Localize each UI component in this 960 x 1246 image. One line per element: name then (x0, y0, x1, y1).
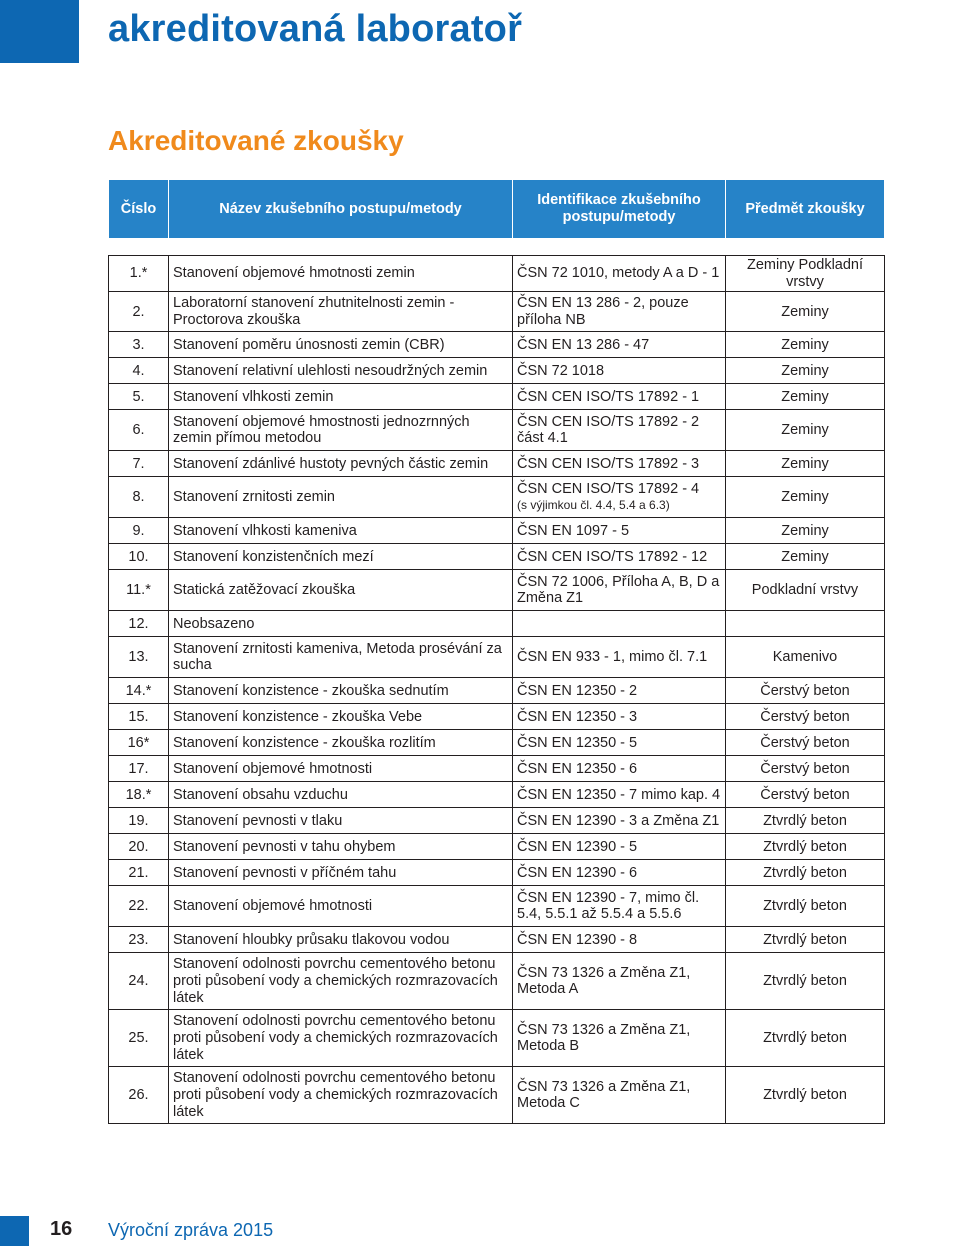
row-subject (726, 477, 885, 518)
row-subject-text: Ztvrdlý beton (763, 864, 847, 881)
header-accent-block (0, 0, 79, 63)
row-identification (513, 477, 726, 518)
row-number (109, 256, 169, 292)
accreditation-table (108, 179, 885, 1124)
row-method-name-text: Stanovení relativní ulehlosti nesoudržných zemin (173, 362, 488, 379)
row-subject-text: Ztvrdlý beton (763, 973, 847, 989)
row-identification (513, 834, 726, 860)
row-method-name-text: Stanovení odolnosti povrchu cementového betonu proti působení vody a chemických rozmrazovacích látek (173, 1013, 498, 1063)
row-identification (513, 384, 726, 410)
row-number-text: 7. (132, 455, 145, 472)
row-method-name-text: Stanovení odolnosti povrchu cementového betonu proti působení vody a chemických rozmrazovacích látek (173, 956, 498, 1006)
row-subject (726, 860, 885, 886)
row-number-text: 22. (128, 898, 149, 914)
row-number (109, 544, 169, 570)
row-number (109, 860, 169, 886)
row-subject (726, 808, 885, 834)
row-identification-text: ČSN EN 13 286 - 47 (517, 336, 650, 353)
row-subject (726, 611, 885, 637)
row-identification-text: ČSN EN 12390 - 6 (517, 864, 638, 881)
row-subject-text: Zeminy (781, 489, 829, 505)
table-row (109, 782, 885, 808)
table-row (109, 756, 885, 782)
row-method-name-text: Stanovení objemové hmotnosti (173, 898, 373, 914)
row-identification-text: ČSN CEN ISO/TS 17892 - 12 (517, 548, 708, 565)
row-subject-text: Ztvrdlý beton (763, 812, 847, 829)
row-subject (726, 451, 885, 477)
row-number-text: 9. (132, 522, 145, 539)
row-subject-text: Ztvrdlý beton (763, 1030, 847, 1046)
table-row (109, 886, 885, 927)
row-method-name-text: Stanovení objemové hmostnosti jednozrnných zemin přímou metodou (173, 413, 470, 447)
row-method-name (169, 730, 513, 756)
section-title: Akreditované zkoušky (108, 125, 404, 156)
row-number-text: 3. (132, 336, 145, 353)
row-subject (726, 756, 885, 782)
row-subject (726, 704, 885, 730)
row-subject-text: Čerstvý beton (760, 760, 850, 777)
row-identification-text: ČSN 73 1326 a Změna Z1, Metoda B (517, 1021, 691, 1055)
row-subject (726, 1067, 885, 1124)
row-method-name (169, 782, 513, 808)
table-row (109, 358, 885, 384)
row-subject-text: Kamenivo (772, 649, 838, 665)
row-number-text: 13. (128, 649, 149, 665)
row-method-name (169, 358, 513, 384)
row-method-name-text: Stanovení objemové hmotnosti zemin (173, 265, 415, 282)
table-row (109, 451, 885, 477)
row-subject-text: Ztvrdlý beton (763, 1087, 847, 1103)
row-subject-text: Zeminy (781, 388, 829, 405)
table-row (109, 953, 885, 1010)
table-row (109, 730, 885, 756)
row-identification (513, 410, 726, 451)
row-subject-text: Ztvrdlý beton (763, 931, 847, 948)
row-number (109, 927, 169, 953)
row-number (109, 410, 169, 451)
table-row (109, 518, 885, 544)
row-identification-text: ČSN EN 1097 - 5 (517, 522, 630, 539)
row-identification-text: ČSN EN 12390 - 7, mimo čl. 5.4, 5.5.1 až 5.5.4 a 5.5.6 (517, 889, 700, 923)
row-number (109, 332, 169, 358)
row-method-name-text: Stanovení konzistence - zkouška Vebe (173, 708, 423, 725)
row-method-name-text: Stanovení pevnosti v tahu ohybem (173, 838, 396, 855)
column-header-number: Číslo (109, 180, 169, 239)
row-subject (726, 358, 885, 384)
row-number (109, 704, 169, 730)
row-subject (726, 637, 885, 678)
row-number-text: 15. (128, 708, 149, 725)
row-subject-text: Zeminy (781, 455, 829, 472)
row-identification (513, 860, 726, 886)
row-number-text: 17. (128, 760, 149, 777)
table-header-row (109, 180, 885, 239)
row-number (109, 953, 169, 1010)
row-subject-text: Zeminy Podkladní vrstvy (746, 257, 864, 290)
footer-text: Výroční zpráva 2015 (108, 1220, 274, 1240)
row-number (109, 358, 169, 384)
table-row (109, 678, 885, 704)
table-row (109, 927, 885, 953)
row-identification-text: ČSN EN 12350 - 2 (517, 682, 638, 699)
row-method-name (169, 678, 513, 704)
footer-accent-block (0, 1216, 29, 1246)
row-identification (513, 292, 726, 332)
row-identification (513, 570, 726, 611)
row-number (109, 808, 169, 834)
row-method-name (169, 518, 513, 544)
row-identification (513, 358, 726, 384)
row-method-name-text: Stanovení poměru únosnosti zemin (CBR) (173, 336, 445, 353)
row-subject-text: Podkladní vrstvy (751, 582, 859, 598)
row-subject (726, 570, 885, 611)
row-subject (726, 1010, 885, 1067)
row-method-name (169, 292, 513, 332)
row-identification-text: ČSN 73 1326 a Změna Z1, Metoda A (517, 964, 691, 998)
row-subject-text: Čerstvý beton (760, 734, 850, 751)
table-row (109, 256, 885, 292)
row-number (109, 292, 169, 332)
row-number (109, 1010, 169, 1067)
table-row (109, 292, 885, 332)
row-identification (513, 256, 726, 292)
row-number-text: 11.* (126, 582, 151, 598)
row-number-text: 19. (128, 812, 149, 829)
row-method-name-text: Stanovení pevnosti v tlaku (173, 812, 343, 829)
row-number-text: 8. (132, 489, 145, 505)
row-identification-text: ČSN CEN ISO/TS 17892 - 1 (517, 388, 700, 405)
row-number (109, 730, 169, 756)
row-subject (726, 678, 885, 704)
row-identification (513, 451, 726, 477)
row-method-name (169, 756, 513, 782)
row-method-name (169, 637, 513, 678)
row-subject-text: Zeminy (781, 422, 829, 438)
row-subject-text: Zeminy (781, 362, 829, 379)
row-method-name-text: Stanovení vlhkosti zemin (173, 388, 334, 405)
row-number-text: 16* (127, 734, 150, 751)
row-identification (513, 332, 726, 358)
row-number-text: 21. (128, 864, 149, 881)
row-number-text: 12. (128, 615, 149, 632)
table-body (109, 239, 885, 1124)
row-identification-text: ČSN CEN ISO/TS 17892 - 3 (517, 455, 700, 472)
row-number-text: 6. (132, 422, 145, 438)
row-method-name (169, 384, 513, 410)
row-identification-text: ČSN 73 1326 a Změna Z1, Metoda C (517, 1078, 691, 1112)
row-identification-note: (s výjimkou čl. 4.4, 5.4 a 6.3) (517, 498, 670, 513)
row-number-text: 14.* (125, 682, 152, 699)
row-subject (726, 834, 885, 860)
row-identification (513, 544, 726, 570)
row-method-name-text: Stanovení konzistenčních mezí (173, 548, 374, 565)
row-method-name (169, 256, 513, 292)
row-identification-text: ČSN EN 933 - 1, mimo čl. 7.1 (517, 649, 708, 665)
row-identification (513, 518, 726, 544)
row-identification (513, 704, 726, 730)
row-identification-text: ČSN EN 13 286 - 2, pouze příloha NB (517, 295, 689, 328)
table-row (109, 410, 885, 451)
table-row (109, 1067, 885, 1124)
row-number-text: 23. (128, 931, 149, 948)
row-identification-text: ČSN EN 12390 - 5 (517, 838, 638, 855)
row-number-text: 4. (132, 362, 145, 379)
row-number (109, 834, 169, 860)
row-identification (513, 808, 726, 834)
row-method-name (169, 704, 513, 730)
row-method-name-text: Stanovení konzistence - zkouška sednutím (173, 682, 449, 699)
row-number-text: 25. (128, 1030, 149, 1046)
row-subject (726, 782, 885, 808)
table-row (109, 384, 885, 410)
column-header-identification: Identifikace zkušebního postupu/metody (513, 180, 726, 239)
table-row (109, 637, 885, 678)
row-method-name (169, 451, 513, 477)
table-row (109, 834, 885, 860)
row-method-name-text: Stanovení hloubky průsaku tlakovou vodou (173, 931, 450, 948)
row-identification-text: ČSN EN 12390 - 8 (517, 931, 638, 948)
row-method-name (169, 927, 513, 953)
row-identification (513, 927, 726, 953)
row-method-name-text: Stanovení zrnitosti kameniva, Metoda prosévání za sucha (173, 640, 502, 674)
row-method-name-text: Neobsazeno (173, 615, 255, 632)
row-subject-text: Čerstvý beton (760, 786, 850, 803)
row-method-name-text: Stanovení odolnosti povrchu cementového betonu proti působení vody a chemických rozmrazovacích látek (173, 1070, 498, 1120)
row-number (109, 477, 169, 518)
row-method-name-text: Stanovení objemové hmotnosti (173, 760, 373, 777)
row-identification-text: ČSN 72 1006, Příloha A, B, D a Změna Z1 (517, 573, 720, 607)
row-number-text: 10. (128, 548, 149, 565)
row-method-name-text: Statická zatěžovací zkouška (173, 582, 356, 598)
row-identification (513, 1010, 726, 1067)
row-subject (726, 953, 885, 1010)
row-number-text: 5. (132, 388, 145, 405)
row-identification (513, 730, 726, 756)
table-row (109, 332, 885, 358)
row-method-name (169, 332, 513, 358)
row-subject (726, 927, 885, 953)
row-number (109, 782, 169, 808)
row-identification-text: ČSN 72 1018 (517, 362, 605, 379)
row-method-name (169, 570, 513, 611)
column-header-name: Název zkušebního postupu/metody (169, 180, 513, 239)
page-number: 16 (50, 1218, 73, 1240)
row-method-name (169, 834, 513, 860)
row-identification-text: ČSN CEN ISO/TS 17892 - 2 část 4.1 (517, 413, 700, 447)
row-subject (726, 256, 885, 292)
row-subject (726, 292, 885, 332)
row-subject-text: Ztvrdlý beton (763, 838, 847, 855)
row-subject-text: Zeminy (781, 336, 829, 353)
row-method-name (169, 1010, 513, 1067)
row-method-name (169, 544, 513, 570)
row-number (109, 384, 169, 410)
row-method-name-text: Stanovení obsahu vzduchu (173, 786, 348, 803)
row-method-name-text: Stanovení pevnosti v příčném tahu (173, 864, 397, 881)
row-identification (513, 886, 726, 927)
table-row (109, 808, 885, 834)
row-number-text: 1.* (129, 265, 148, 282)
row-identification-text: ČSN 72 1010, metody A a D - 1 (517, 265, 720, 282)
row-subject-text: Ztvrdlý beton (763, 898, 847, 914)
table-row (109, 1010, 885, 1067)
row-subject (726, 384, 885, 410)
row-number (109, 451, 169, 477)
row-identification-text: ČSN CEN ISO/TS 17892 - 4 (517, 480, 700, 497)
row-method-name (169, 410, 513, 451)
row-number-text: 24. (128, 973, 149, 989)
row-subject-text: Zeminy (781, 303, 829, 320)
row-identification (513, 611, 726, 637)
row-number-text: 2. (132, 303, 145, 320)
row-number (109, 518, 169, 544)
row-identification-text: ČSN EN 12350 - 3 (517, 708, 638, 725)
row-number (109, 756, 169, 782)
row-identification-text: ČSN EN 12350 - 5 (517, 734, 638, 751)
row-method-name-text: Stanovení zrnitosti zemin (173, 489, 335, 505)
row-method-name (169, 953, 513, 1010)
page-title: akreditovaná laboratoř (108, 8, 523, 50)
row-identification (513, 1067, 726, 1124)
column-header-subject: Předmět zkoušky (726, 180, 885, 239)
row-identification-text: ČSN EN 12350 - 6 (517, 760, 638, 777)
table-row (109, 611, 885, 637)
row-method-name-text: Stanovení zdánlivé hustoty pevných částic zemin (173, 455, 489, 472)
row-subject (726, 518, 885, 544)
row-number-text: 20. (128, 838, 149, 855)
row-number-text: 18.* (125, 786, 152, 803)
row-number-text: 26. (128, 1087, 149, 1103)
row-subject-text: Čerstvý beton (760, 682, 850, 699)
row-method-name (169, 477, 513, 518)
table-row (109, 570, 885, 611)
row-identification (513, 756, 726, 782)
row-number (109, 570, 169, 611)
row-method-name (169, 860, 513, 886)
row-identification-text: ČSN EN 12390 - 3 a Změna Z1 (517, 812, 720, 829)
row-number (109, 1067, 169, 1124)
table-row (109, 477, 885, 518)
row-subject (726, 730, 885, 756)
row-subject-text: Čerstvý beton (760, 708, 850, 725)
row-subject (726, 410, 885, 451)
row-method-name-text: Laboratorní stanovení zhutnitelnosti zemin - Proctorova zkouška (173, 295, 455, 328)
row-subject-text: Zeminy (781, 548, 829, 565)
row-method-name-text: Stanovení konzistence - zkouška rozlitím (173, 734, 436, 751)
row-method-name (169, 611, 513, 637)
row-subject (726, 886, 885, 927)
row-number (109, 637, 169, 678)
row-method-name (169, 808, 513, 834)
row-subject (726, 332, 885, 358)
row-subject (726, 544, 885, 570)
row-subject-text: Zeminy (781, 522, 829, 539)
row-identification (513, 678, 726, 704)
row-identification (513, 953, 726, 1010)
table-row (109, 704, 885, 730)
row-method-name-text: Stanovení vlhkosti kameniva (173, 522, 357, 539)
row-identification (513, 637, 726, 678)
table-row (109, 860, 885, 886)
row-identification (513, 782, 726, 808)
row-identification-text: ČSN EN 12350 - 7 mimo kap. 4 (517, 786, 721, 803)
row-number (109, 886, 169, 927)
row-method-name (169, 1067, 513, 1124)
row-method-name (169, 886, 513, 927)
row-number (109, 611, 169, 637)
row-number (109, 678, 169, 704)
table-row (109, 544, 885, 570)
